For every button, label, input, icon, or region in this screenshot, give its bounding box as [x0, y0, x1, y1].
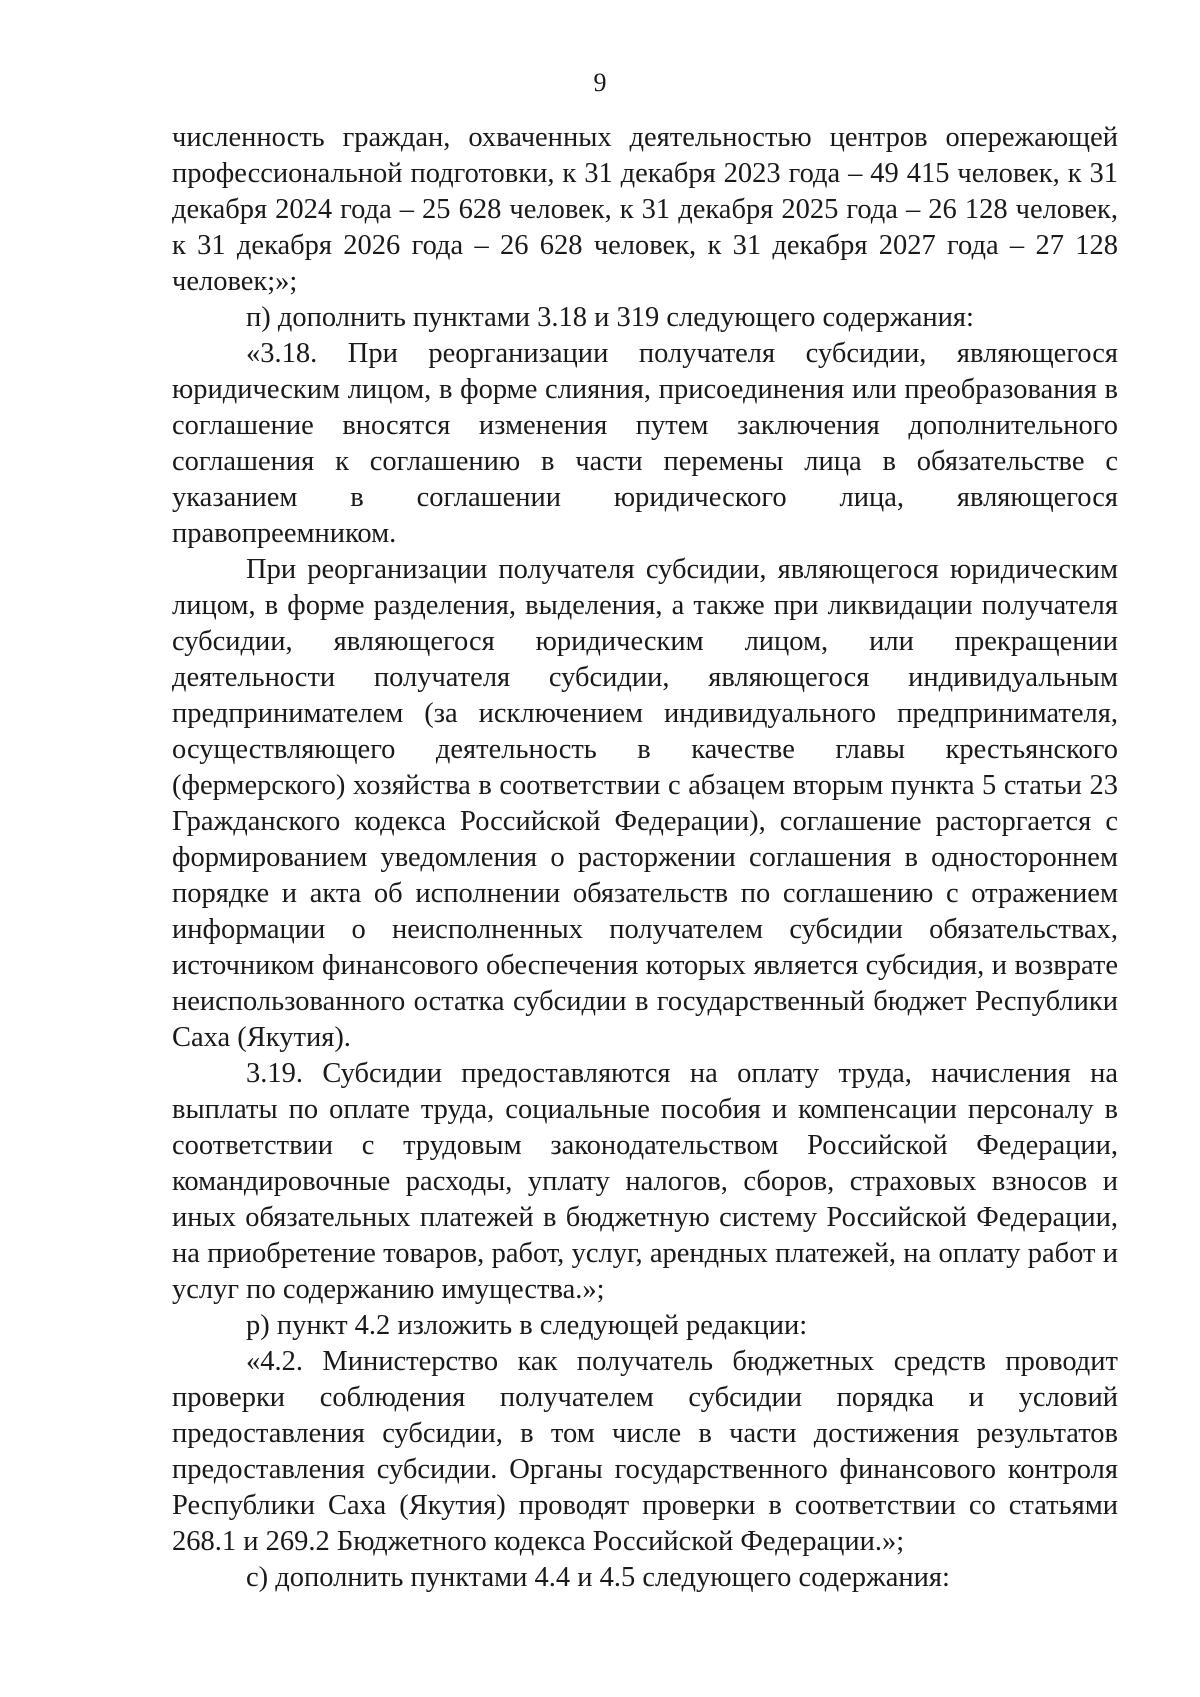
document-body — [172, 120, 1118, 1596]
paragraph-item-s: с) дополнить пунктами 4.4 и 4.5 следующего содержания: — [246, 1562, 950, 1593]
paragraph-4-2: «4.2. Министерство как получатель бюджетных средств проводит проверки соблюдения получателем субсидии порядка и условий предоставления субсидии, в том числе в части достижения результатов предоставления субсидии. Органы государственного финансового контроля Республики Саха (Якутия) проводят проверки в соответствии со статьями 268.1 и 269.2 Бюджетного кодекса Российской Федерации.»; — [172, 1346, 1118, 1557]
paragraph-3-18: «3.18. При реорганизации получателя субсидии, являющегося юридическим лицом, в форме слияния, присоединения или преобразования в соглашение вносятся изменения путем заключения дополнительного соглашения к соглашению в части перемены лица в обязательстве с указанием в соглашении юридического лица, являющегося правопреемником. — [172, 338, 1118, 549]
page-number: 9 — [593, 68, 607, 97]
paragraph-3-19: 3.19. Субсидии предоставляются на оплату труда, начисления на выплаты по оплате труда, социальные пособия и компенсации персоналу в соответствии с трудовым законодательством Российской Федерации, командировочные расходы, уплату налогов, сборов, страховых взносов и иных обязательных платежей в бюджетную систему Российской Федерации, на приобретение товаров, работ, услуг, арендных платежей, на оплату работ и услуг по содержанию имущества.»; — [172, 1058, 1118, 1305]
paragraph-reorganization: При реорганизации получателя субсидии, являющегося юридическим лицом, в форме разделения, выделения, а также при ликвидации получателя субсидии, являющегося юридическим лицом, или прекращении деятельности получателя субсидии, являющегося индивидуальным предпринимателем (за исключением индивидуального предпринимателя, осуществляющего деятельность в качестве главы крестьянского (фермерского) хозяйства в соответствии с абзацем вторым пункта 5 статьи 23 Гражданского кодекса Российской Федерации), соглашение расторгается с формированием уведомления о расторжении соглашения в одностороннем порядке и акта об исполнении обязательств по соглашению с отражением информации о неисполненных получателем субсидии обязательствах, источником финансового обеспечения которых является субсидия, и возврате неиспользованного остатка субсидии в государственный бюджет Республики Саха (Якутия). — [172, 554, 1118, 1053]
paragraph-item-r: р) пункт 4.2 изложить в следующей редакции: — [246, 1310, 808, 1341]
paragraph-item-p: п) дополнить пунктами 3.18 и 319 следующего содержания: — [246, 302, 974, 333]
paragraph-continuation: численность граждан, охваченных деятельностью центров опережающей профессиональной подготовки, к 31 декабря 2023 года – 49 415 человек, к 31 декабря 2024 года – 25 628 человек, к 31 декабря 2025 года – 26 128 человек, к 31 декабря 2026 года – 26 628 человек, к 31 декабря 2027 года – 27 128 человек;»; — [172, 122, 1118, 297]
